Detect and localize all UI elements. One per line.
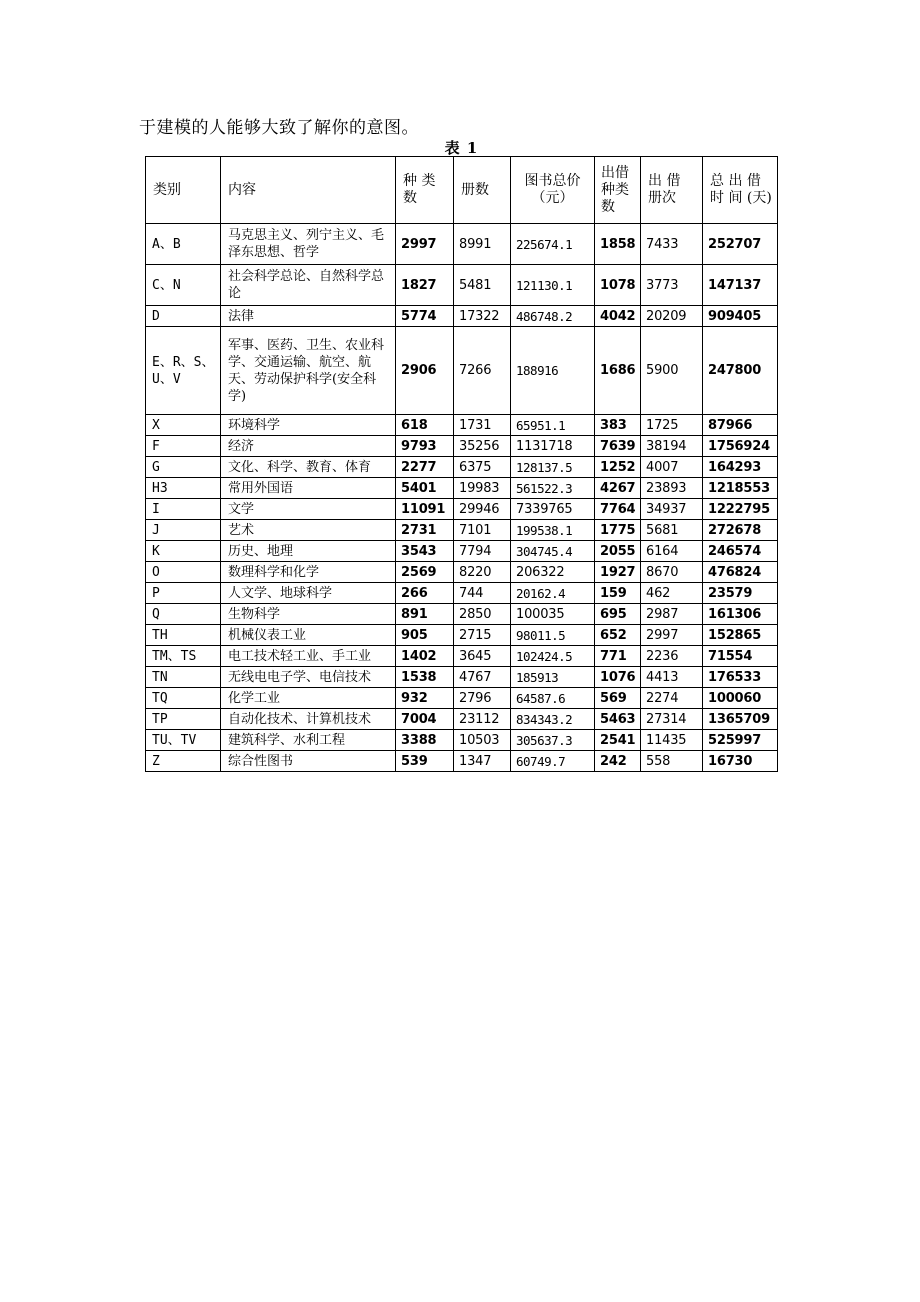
- cell-lent-kinds: 771: [595, 646, 641, 667]
- header-content: 内容: [221, 157, 396, 224]
- cell-lent-times: 2997: [641, 625, 703, 646]
- cell-total-price: 199538.1: [511, 520, 595, 541]
- table-row: [146, 709, 778, 730]
- cell-kinds: 2731: [396, 520, 454, 541]
- cell-volumes: 2850: [454, 604, 511, 625]
- cell-lent-kinds: 5463: [595, 709, 641, 730]
- cell-total-price: 98011.5: [511, 625, 595, 646]
- header-total-price: 图书总价（元）: [511, 157, 595, 224]
- cell-lent-times: 7433: [641, 224, 703, 265]
- cell-category: A、B: [146, 224, 221, 265]
- cell-lent-kinds: 2541: [595, 730, 641, 751]
- cell-kinds: 7004: [396, 709, 454, 730]
- table-row: [146, 265, 778, 306]
- cell-total-price: 185913: [511, 667, 595, 688]
- cell-total-price: 102424.5: [511, 646, 595, 667]
- cell-content: 无线电电子学、电信技术: [221, 667, 396, 688]
- cell-lent-days: 247800: [703, 327, 778, 415]
- cell-lent-days: 87966: [703, 415, 778, 436]
- cell-kinds: 3543: [396, 541, 454, 562]
- header-kinds: 种 类 数: [396, 157, 454, 224]
- cell-volumes: 5481: [454, 265, 511, 306]
- cell-lent-times: 4413: [641, 667, 703, 688]
- header-volumes: 册数: [454, 157, 511, 224]
- cell-lent-times: 4007: [641, 457, 703, 478]
- cell-kinds: 1827: [396, 265, 454, 306]
- cell-content: 社会科学总论、自然科学总论: [221, 265, 396, 306]
- cell-lent-times: 11435: [641, 730, 703, 751]
- cell-kinds: 2277: [396, 457, 454, 478]
- cell-kinds: 11091: [396, 499, 454, 520]
- cell-category: Q: [146, 604, 221, 625]
- header-lent-days: 总 出 借 时 间 (天): [703, 157, 778, 224]
- cell-volumes: 7101: [454, 520, 511, 541]
- cell-total-price: 561522.3: [511, 478, 595, 499]
- cell-lent-days: 476824: [703, 562, 778, 583]
- cell-total-price: 834343.2: [511, 709, 595, 730]
- table-row: [146, 562, 778, 583]
- cell-kinds: 5401: [396, 478, 454, 499]
- table-caption: [0, 137, 920, 158]
- cell-lent-times: 8670: [641, 562, 703, 583]
- cell-lent-kinds: 4267: [595, 478, 641, 499]
- header-lent-kinds: 出借种类数: [595, 157, 641, 224]
- cell-total-price: 1131718: [511, 436, 595, 457]
- cell-content: 历史、地理: [221, 541, 396, 562]
- cell-lent-kinds: 569: [595, 688, 641, 709]
- cell-lent-days: 164293: [703, 457, 778, 478]
- table-row: [146, 751, 778, 772]
- cell-lent-kinds: 242: [595, 751, 641, 772]
- table-row: [146, 646, 778, 667]
- caption-label: 表: [444, 139, 460, 157]
- cell-lent-days: 16730: [703, 751, 778, 772]
- cell-total-price: 206322: [511, 562, 595, 583]
- cell-lent-days: 1756924: [703, 436, 778, 457]
- cell-total-price: 486748.2: [511, 306, 595, 327]
- cell-lent-times: 27314: [641, 709, 703, 730]
- cell-kinds: 905: [396, 625, 454, 646]
- cell-kinds: 1402: [396, 646, 454, 667]
- intro-paragraph: 于建模的人能够大致了解你的意图。: [139, 118, 419, 138]
- cell-category: TP: [146, 709, 221, 730]
- cell-category: F: [146, 436, 221, 457]
- cell-kinds: 2997: [396, 224, 454, 265]
- cell-lent-kinds: 1078: [595, 265, 641, 306]
- header-category: 类别: [146, 157, 221, 224]
- cell-total-price: 64587.6: [511, 688, 595, 709]
- cell-content: 生物科学: [221, 604, 396, 625]
- cell-lent-days: 100060: [703, 688, 778, 709]
- cell-lent-kinds: 1686: [595, 327, 641, 415]
- cell-category: Z: [146, 751, 221, 772]
- cell-lent-days: 176533: [703, 667, 778, 688]
- cell-lent-days: 246574: [703, 541, 778, 562]
- cell-content: 经济: [221, 436, 396, 457]
- cell-lent-days: 252707: [703, 224, 778, 265]
- cell-content: 建筑科学、水利工程: [221, 730, 396, 751]
- table-row: [146, 604, 778, 625]
- cell-content: 机械仪表工业: [221, 625, 396, 646]
- cell-total-price: 20162.4: [511, 583, 595, 604]
- cell-lent-times: 34937: [641, 499, 703, 520]
- cell-lent-days: 161306: [703, 604, 778, 625]
- cell-lent-times: 2236: [641, 646, 703, 667]
- cell-volumes: 23112: [454, 709, 511, 730]
- cell-kinds: 266: [396, 583, 454, 604]
- table-body: [146, 224, 778, 772]
- cell-volumes: 744: [454, 583, 511, 604]
- header-lent-times: 出 借 册次: [641, 157, 703, 224]
- table-row: [146, 436, 778, 457]
- cell-content: 自动化技术、计算机技术: [221, 709, 396, 730]
- cell-lent-days: 909405: [703, 306, 778, 327]
- cell-volumes: 6375: [454, 457, 511, 478]
- cell-volumes: 3645: [454, 646, 511, 667]
- cell-total-price: 7339765: [511, 499, 595, 520]
- table-row: [146, 625, 778, 646]
- cell-total-price: 304745.4: [511, 541, 595, 562]
- cell-category: X: [146, 415, 221, 436]
- cell-volumes: 7794: [454, 541, 511, 562]
- cell-category: E、R、S、U、V: [146, 327, 221, 415]
- cell-category: TN: [146, 667, 221, 688]
- cell-lent-times: 23893: [641, 478, 703, 499]
- cell-content: 人文学、地球科学: [221, 583, 396, 604]
- cell-volumes: 17322: [454, 306, 511, 327]
- table-row: [146, 667, 778, 688]
- cell-volumes: 8991: [454, 224, 511, 265]
- cell-lent-times: 3773: [641, 265, 703, 306]
- cell-category: TU、TV: [146, 730, 221, 751]
- cell-content: 艺术: [221, 520, 396, 541]
- cell-content: 电工技术轻工业、手工业: [221, 646, 396, 667]
- cell-volumes: 4767: [454, 667, 511, 688]
- table-row: [146, 478, 778, 499]
- cell-lent-days: 525997: [703, 730, 778, 751]
- library-statistics-table: [145, 156, 778, 772]
- table-row: [146, 306, 778, 327]
- cell-kinds: 9793: [396, 436, 454, 457]
- cell-category: G: [146, 457, 221, 478]
- cell-lent-times: 20209: [641, 306, 703, 327]
- cell-volumes: 8220: [454, 562, 511, 583]
- cell-total-price: 305637.3: [511, 730, 595, 751]
- cell-category: P: [146, 583, 221, 604]
- cell-total-price: 188916: [511, 327, 595, 415]
- cell-total-price: 128137.5: [511, 457, 595, 478]
- cell-content: 文化、科学、教育、体育: [221, 457, 396, 478]
- cell-volumes: 1731: [454, 415, 511, 436]
- cell-lent-kinds: 652: [595, 625, 641, 646]
- cell-kinds: 3388: [396, 730, 454, 751]
- cell-kinds: 618: [396, 415, 454, 436]
- cell-volumes: 10503: [454, 730, 511, 751]
- cell-lent-times: 1725: [641, 415, 703, 436]
- cell-category: I: [146, 499, 221, 520]
- cell-content: 马克思主义、列宁主义、毛泽东思想、哲学: [221, 224, 396, 265]
- table-row: [146, 457, 778, 478]
- cell-content: 综合性图书: [221, 751, 396, 772]
- cell-volumes: 35256: [454, 436, 511, 457]
- cell-lent-kinds: 1076: [595, 667, 641, 688]
- table-row: [146, 327, 778, 415]
- cell-content: 法律: [221, 306, 396, 327]
- cell-lent-days: 71554: [703, 646, 778, 667]
- cell-lent-times: 558: [641, 751, 703, 772]
- table-row: [146, 520, 778, 541]
- cell-content: 文学: [221, 499, 396, 520]
- cell-total-price: 121130.1: [511, 265, 595, 306]
- cell-lent-days: 147137: [703, 265, 778, 306]
- cell-lent-kinds: 2055: [595, 541, 641, 562]
- caption-number: 1: [466, 139, 478, 157]
- cell-kinds: 932: [396, 688, 454, 709]
- cell-lent-kinds: 4042: [595, 306, 641, 327]
- cell-lent-kinds: 7764: [595, 499, 641, 520]
- table-row: [146, 688, 778, 709]
- cell-lent-times: 6164: [641, 541, 703, 562]
- cell-volumes: 19983: [454, 478, 511, 499]
- cell-category: TQ: [146, 688, 221, 709]
- cell-lent-kinds: 1927: [595, 562, 641, 583]
- cell-kinds: 5774: [396, 306, 454, 327]
- cell-lent-times: 5681: [641, 520, 703, 541]
- cell-lent-times: 5900: [641, 327, 703, 415]
- table-row: [146, 224, 778, 265]
- cell-lent-days: 152865: [703, 625, 778, 646]
- cell-kinds: 539: [396, 751, 454, 772]
- cell-content: 军事、医药、卫生、农业科学、交通运输、航空、航天、劳动保护科学(安全科学): [221, 327, 396, 415]
- cell-lent-days: 1218553: [703, 478, 778, 499]
- cell-lent-kinds: 1252: [595, 457, 641, 478]
- cell-lent-days: 23579: [703, 583, 778, 604]
- cell-kinds: 891: [396, 604, 454, 625]
- cell-lent-days: 1365709: [703, 709, 778, 730]
- cell-lent-kinds: 1775: [595, 520, 641, 541]
- cell-total-price: 225674.1: [511, 224, 595, 265]
- cell-lent-kinds: 695: [595, 604, 641, 625]
- cell-lent-kinds: 1858: [595, 224, 641, 265]
- cell-lent-days: 1222795: [703, 499, 778, 520]
- cell-lent-times: 2987: [641, 604, 703, 625]
- cell-category: TH: [146, 625, 221, 646]
- cell-content: 常用外国语: [221, 478, 396, 499]
- cell-category: K: [146, 541, 221, 562]
- cell-content: 数理科学和化学: [221, 562, 396, 583]
- cell-total-price: 100035: [511, 604, 595, 625]
- cell-category: TM、TS: [146, 646, 221, 667]
- cell-category: C、N: [146, 265, 221, 306]
- cell-category: D: [146, 306, 221, 327]
- cell-category: J: [146, 520, 221, 541]
- cell-lent-days: 272678: [703, 520, 778, 541]
- cell-volumes: 2796: [454, 688, 511, 709]
- cell-lent-kinds: 159: [595, 583, 641, 604]
- table-header-row: [146, 157, 778, 224]
- cell-volumes: 1347: [454, 751, 511, 772]
- cell-category: O: [146, 562, 221, 583]
- table-row: [146, 730, 778, 751]
- cell-volumes: 7266: [454, 327, 511, 415]
- cell-lent-times: 462: [641, 583, 703, 604]
- cell-lent-times: 2274: [641, 688, 703, 709]
- cell-total-price: 65951.1: [511, 415, 595, 436]
- cell-lent-kinds: 383: [595, 415, 641, 436]
- cell-content: 化学工业: [221, 688, 396, 709]
- cell-total-price: 60749.7: [511, 751, 595, 772]
- cell-kinds: 2569: [396, 562, 454, 583]
- cell-content: 环境科学: [221, 415, 396, 436]
- cell-volumes: 2715: [454, 625, 511, 646]
- cell-kinds: 2906: [396, 327, 454, 415]
- table-row: [146, 415, 778, 436]
- cell-lent-times: 38194: [641, 436, 703, 457]
- cell-category: H3: [146, 478, 221, 499]
- table-row: [146, 499, 778, 520]
- table-row: [146, 583, 778, 604]
- cell-kinds: 1538: [396, 667, 454, 688]
- cell-volumes: 29946: [454, 499, 511, 520]
- table-row: [146, 541, 778, 562]
- cell-lent-kinds: 7639: [595, 436, 641, 457]
